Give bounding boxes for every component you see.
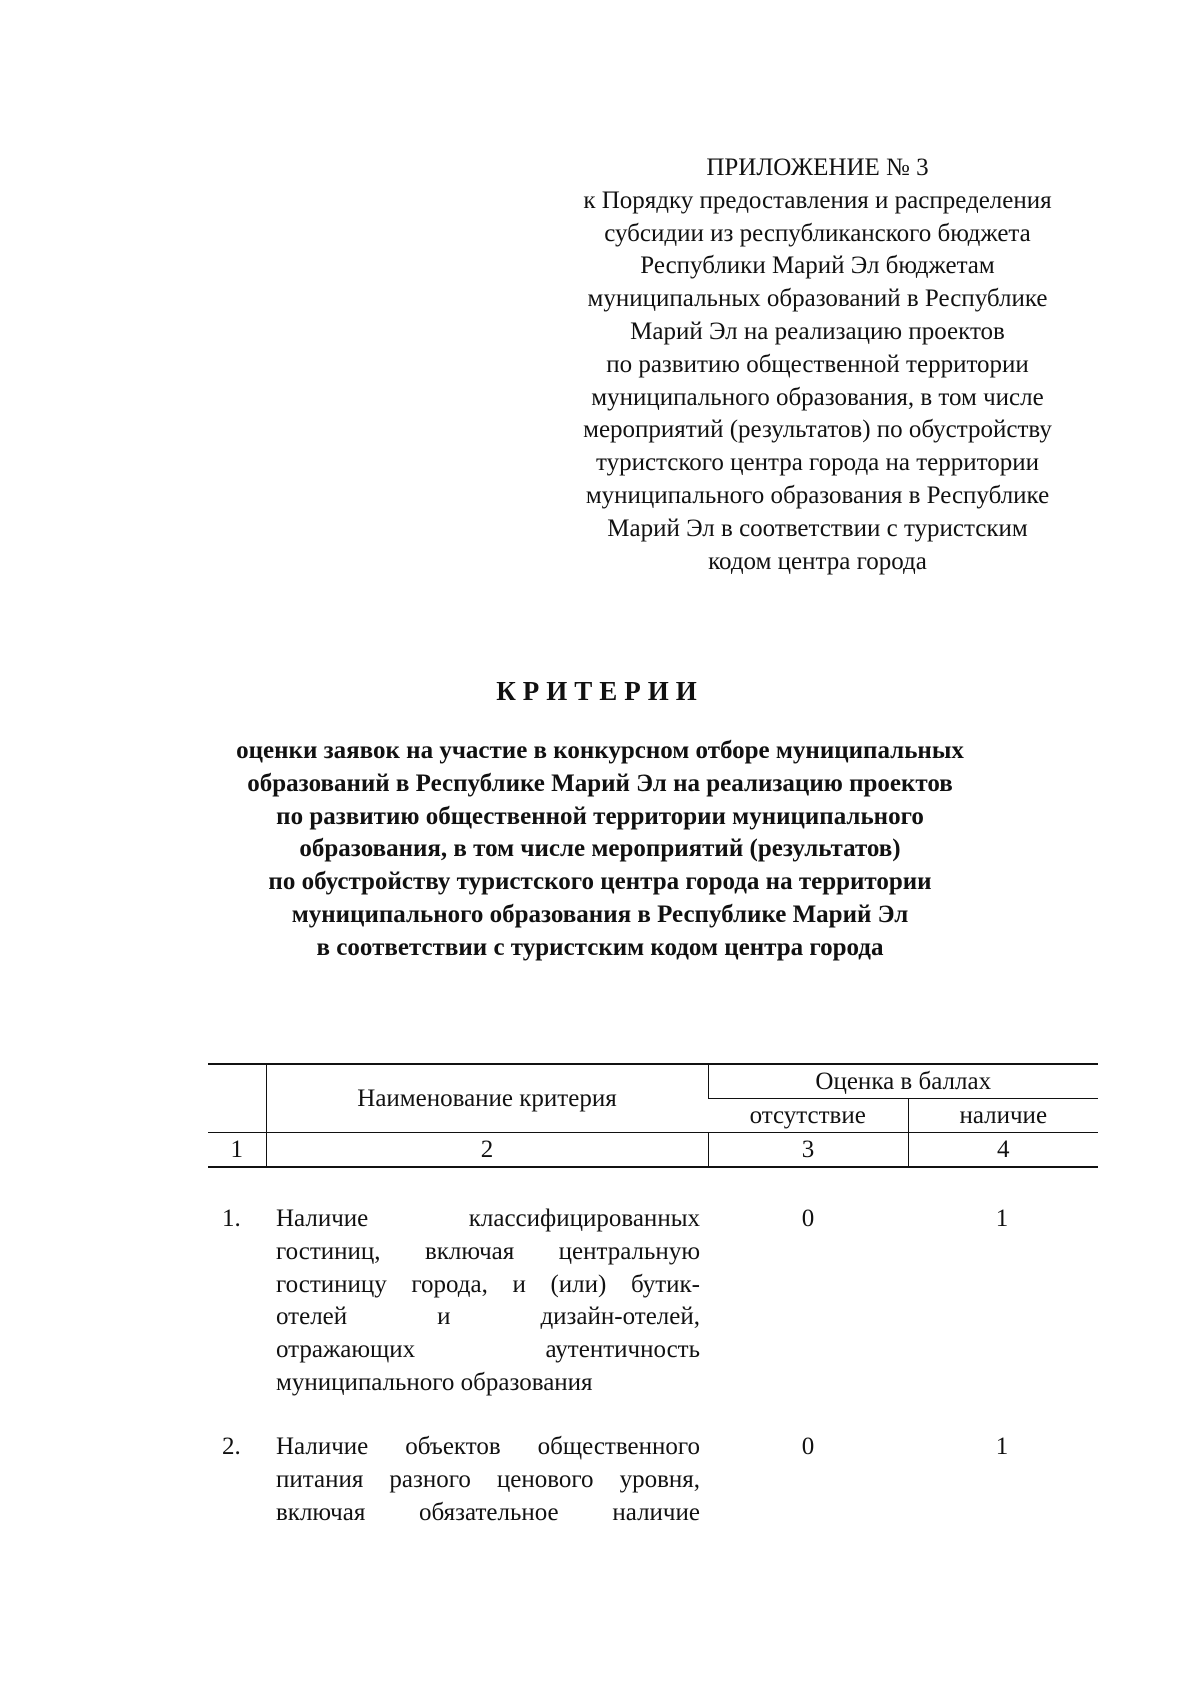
appendix-line: Марий Эл в соответствии с туристским (607, 514, 1028, 542)
appendix-line: кодом центра города (708, 547, 927, 575)
header-criterion-name: Наименование критерия (266, 1064, 708, 1133)
criterion-line: гостиниц, включая центральную (276, 1237, 700, 1265)
appendix-heading (545, 152, 1090, 578)
subtitle-line: по развитию общественной территории муниципального (276, 802, 924, 830)
subtitle-line: в соответствии с туристским кодом центра города (316, 933, 884, 961)
presence-score: 1 (995, 1433, 1009, 1460)
presence-score: 1 (995, 1205, 1009, 1232)
header-presence: наличие (908, 1099, 1098, 1133)
column-number-4: 4 (908, 1133, 1098, 1168)
document-title: КРИТЕРИИ (496, 676, 704, 706)
document-subtitle (200, 735, 1000, 965)
header-absence: отсутствие (708, 1099, 908, 1133)
criteria-table-header (208, 1063, 1098, 1168)
absence-score: 0 (801, 1433, 815, 1460)
column-number-2: 2 (266, 1133, 708, 1168)
appendix-line: к Порядку предоставления и распределения (583, 186, 1052, 214)
criterion-line: включая обязательное наличие (276, 1498, 700, 1526)
criterion-line: питания разного ценового уровня, (276, 1465, 700, 1493)
criterion-line: Наличие классифицированных (276, 1205, 700, 1232)
appendix-line: ПРИЛОЖЕНИЕ № 3 (706, 154, 929, 181)
criterion-line: отелей и дизайн-отелей, (276, 1303, 700, 1331)
subtitle-line: образования, в том числе мероприятий (результатов) (299, 835, 901, 863)
subtitle-line: по обустройству туристского центра города на территории (268, 868, 932, 896)
appendix-line: муниципальных образований в Республике (587, 285, 1048, 313)
header-number-cell (208, 1064, 266, 1133)
appendix-line: мероприятий (результатов) по обустройству (583, 416, 1052, 444)
appendix-line: субсидии из республиканского бюджета (604, 219, 1031, 247)
criterion-line: гостиницу города, и (или) бутик- (276, 1270, 700, 1298)
appendix-line: по развитию общественной территории (606, 350, 1029, 378)
criterion-line: Наличие объектов общественного (276, 1433, 700, 1460)
criterion-line: муниципального образования (276, 1368, 593, 1396)
row-number: 1. (222, 1205, 241, 1232)
subtitle-line: образований в Республике Марий Эл на реализацию проектов (247, 769, 953, 797)
appendix-line: муниципального образования в Республике (585, 481, 1050, 509)
subtitle-line: муниципального образования в Республике Марий Эл (291, 900, 909, 928)
column-number-3: 3 (708, 1133, 908, 1168)
appendix-line: Республики Марий Эл бюджетам (640, 252, 995, 280)
appendix-line: муниципального образования, в том числе (591, 383, 1044, 411)
appendix-line: Марий Эл на реализацию проектов (630, 317, 1005, 345)
criterion-text (276, 1203, 700, 1400)
criterion-line: отражающих аутентичность (276, 1336, 700, 1364)
criterion-text (276, 1431, 700, 1529)
subtitle-line: оценки заявок на участие в конкурсном отборе муниципальных (236, 737, 964, 764)
appendix-line: туристского центра города на территории (595, 449, 1040, 477)
absence-score: 0 (801, 1205, 815, 1232)
row-number: 2. (222, 1433, 241, 1460)
column-number-1: 1 (208, 1133, 266, 1168)
header-score-group: Оценка в баллах (708, 1064, 1098, 1099)
